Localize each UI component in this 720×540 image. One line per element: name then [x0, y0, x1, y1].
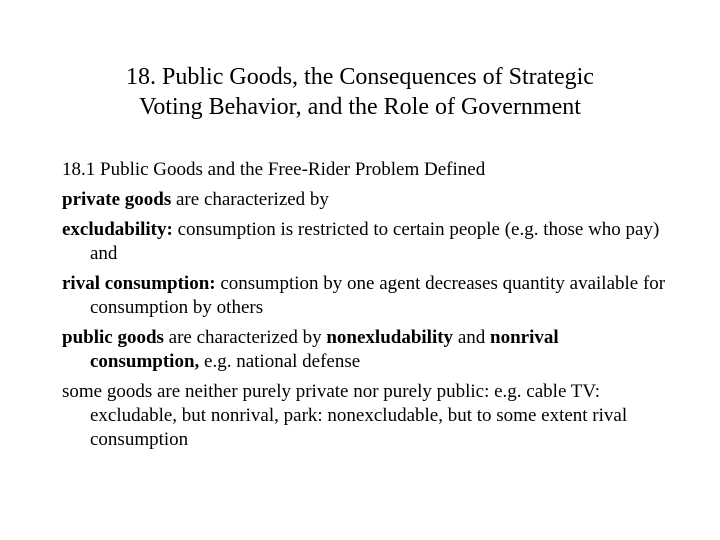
- public-goods-text-2: and: [453, 327, 490, 348]
- public-goods-term: public goods: [62, 327, 164, 348]
- slide-body: [62, 158, 672, 458]
- rival-consumption-paragraph: [62, 272, 672, 320]
- private-goods-term: private goods: [62, 189, 172, 210]
- public-goods-text-3: e.g. national defense: [199, 351, 361, 372]
- excludability-text: consumption is restricted to certain people (e.g. those who pay) and: [90, 219, 660, 264]
- excludability-term: excludability:: [62, 219, 173, 240]
- nonexludability-term: nonexludability: [326, 327, 454, 348]
- private-goods-text: are characterized by: [171, 189, 329, 210]
- slide-title-line-1: 18. Public Goods, the Consequences of Strategic: [126, 64, 594, 90]
- mixed-goods-paragraph: [62, 380, 672, 452]
- subheading-paragraph: [62, 158, 672, 182]
- rival-consumption-text: consumption by one agent decreases quantity available for consumption by others: [90, 273, 666, 318]
- private-goods-paragraph: [62, 188, 672, 212]
- rival-consumption-term: rival consumption:: [62, 273, 216, 294]
- slide-title: [40, 62, 680, 122]
- mixed-goods-text: some goods are neither purely private nor purely public: e.g. cable TV: excludable, but nonrival, park: nonexcludable, but to some extent rival consumption: [62, 381, 628, 450]
- public-goods-text-1: are characterized by: [163, 327, 327, 348]
- slide-title-line-2: Voting Behavior, and the Role of Government: [139, 94, 581, 120]
- excludability-paragraph: [62, 218, 672, 266]
- subheading-text: 18.1 Public Goods and the Free-Rider Problem Defined: [62, 159, 486, 180]
- nonrival-consumption-term: nonrival consumption,: [90, 327, 559, 372]
- public-goods-paragraph: [62, 326, 672, 374]
